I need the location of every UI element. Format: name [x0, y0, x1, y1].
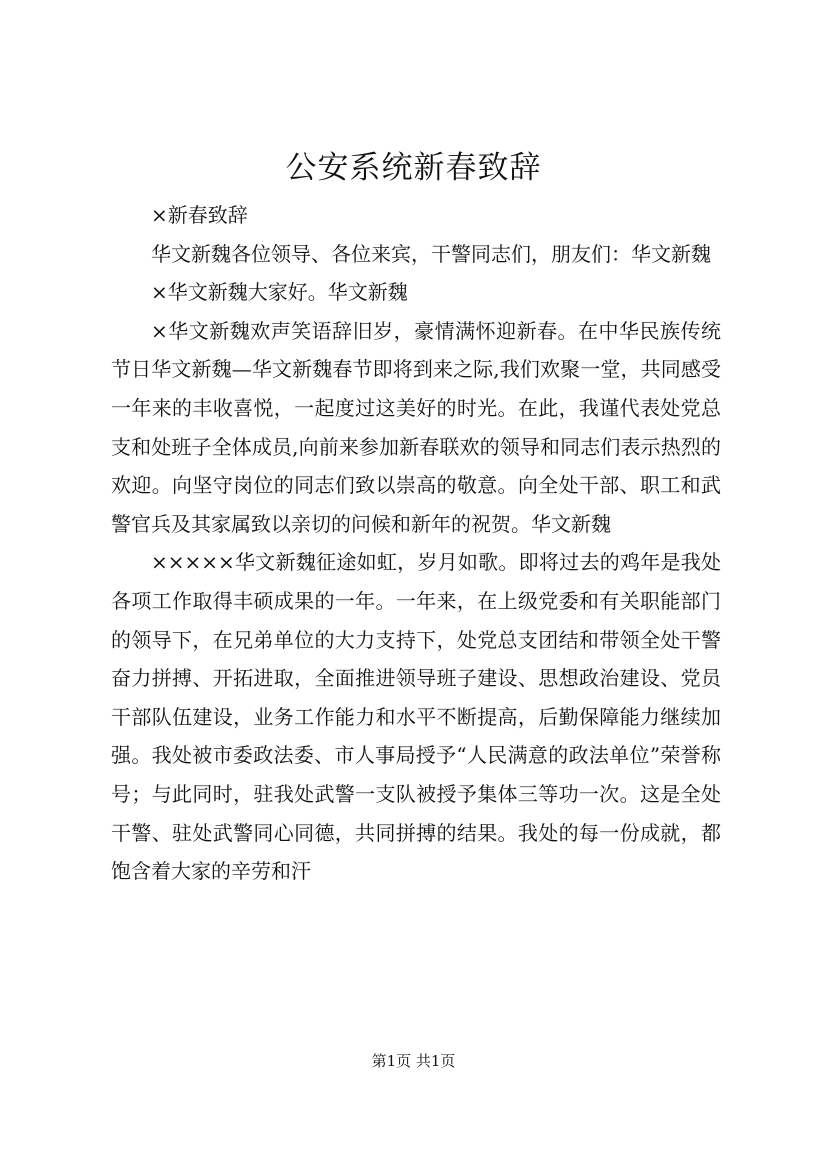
paragraph-achievements: ×××××华文新魏征途如虹，岁月如歌。即将过去的鸡年是我处各项工作取得丰硕成果的一年。一年来，在上级党委和有关职能部门的领导下，在兄弟单位的大力支持下，处党总支团结和带领全处干警奋力拼搏、开拓进取，全面推进领导班子建设、思想政治建设、党员干部队伍建设，业务工作能力和水平不断提高，后勤保障能力继续加强。我处被市委政法委、市人事局授予“人民满意的政法单位”荣誉称号；与此同时，驻我处武警一支队被授予集体三等功一次。这是全处干警、驻处武警同心同德，共同拼搏的结果。我处的每一份成就，都饱含着大家的辛劳和汗 — [111, 550, 721, 884]
page-footer: 第1页 共1页 — [371, 1052, 456, 1070]
paragraph-greeting-heading: ×新春致辞 — [151, 203, 248, 227]
document-body — [111, 196, 721, 891]
paragraph-welcome: ×华文新魏欢声笑语辞旧岁，豪情满怀迎新春。在中华民族传统节日华文新魏—华文新魏春节即将到来之际,我们欢聚一堂，共同感受一年来的丰收喜悦，一起度过这美好的时光。在此，我谨代表处党总支和处班子全体成员,向前来参加新春联欢的领导和同志们表示热烈的欢迎。向坚守岗位的同志们致以崇高的敬意。向全处干部、职工和武警官兵及其家属致以亲切的问候和新年的祝贺。华文新魏 — [111, 318, 721, 536]
paragraph-hello: ×华文新魏大家好。华文新魏 — [151, 280, 408, 305]
document-title: 公安系统新春致辞 — [285, 150, 542, 186]
paragraph-salutation: 华文新魏各位领导、各位来宾，干警同志们，朋友们：华文新魏 — [151, 241, 711, 266]
